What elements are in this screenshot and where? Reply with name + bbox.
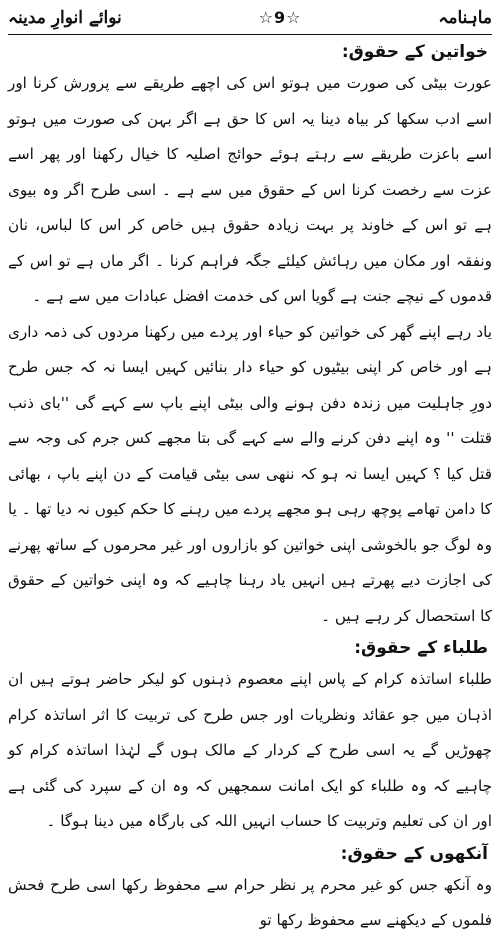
paragraph: عورت بیٹی کی صورت میں ہوتو اس کی اچھے طریقے سے پرورش کرنا اور اسے ادب سکھا کر بیاہ دینا یہ اس کا حق ہے اگر بہن کی صورت میں ہوتو اسے باعزت طریقے سے رہتے ہوئے حوائج اصلیہ کا خیال رکھنا اور پھر اسے عزت سے رخصت کرنا اس کے حقوق میں سے ہے ۔ اسی طرح اگر وہ بیوی ہے تو اس کے خاوند پر بہت زیادہ حقوق ہیں خاص کر اس کا لباس، نان ونفقہ اور مکان میں رہائش کیلئے جگہ فراہم کرنا ۔ اگر ماں ہے تو اس کے قدموں کے نیچے جنت ہے گویا اس کی خدمت افضل عبادات میں سے ہے ۔ xyxy=(8,74,492,305)
section-heading: طلباء کے حقوق: xyxy=(354,638,488,658)
section-students-rights xyxy=(8,634,492,840)
section-heading: خواتین کے حقوق: xyxy=(341,42,488,62)
publication-title: نوائے انوارِ مدینہ xyxy=(8,7,122,28)
paragraph: طلباء اساتذہ کرام کے پاس اپنے معصوم ذہنوں کو لیکر حاضر ہوتے ہیں ان اذہان میں جو عقائد ونظریات اور جس طرح کی تربیت کا اثر اساتذہ کرام چھوڑیں گے یہ اسی طرح کے کردار کے مالک ہوں گے لہٰذا اساتذہ کرام کو چاہیے کہ وہ طلباء کو ایک امانت سمجھیں کہ وہ ان کے سپرد کی گئی ہے اور ان کی تعلیم وتربیت کا حساب انہیں اللہ کی بارگاہ میں دینا ہوگا ۔ xyxy=(8,670,492,830)
magazine-name: ماہنامہ xyxy=(438,7,492,28)
paragraph: یاد رہے اپنے گھر کی خواتین کو حیاء اور پردے میں رکھنا مردوں کی ذمہ داری ہے اور خاص کر اپنی بیٹیوں کو حیاء دار بنائیں کہیں ایسا نہ کہ جس طرح دورِ جاہلیت میں زندہ دفن ہونے والی بیٹی اپنے باپ سے کہے گی ''بای ذنب قتلت '' وہ اپنے دفن کرنے والے سے کہے گی بتا مجھے کس جرم کی وجہ سے قتل کیا ؟ کہیں ایسا نہ ہو کہ ننھی سی بیٹی قیامت کے دن اپنے باپ ، بھائی کا دامن تھامے پوچھ رہی ہو مجھے پردے میں رہنے کا حکم کیوں نہ دیا تھا ۔ یا وہ لوگ جو بالخوشی اپنی خواتین کو بازاروں اور غیر محرموں کے ساتھ پھرنے کی اجازت دیے پھرتے ہیں انہیں یاد رہنا چاہیے کہ وہ اپنی خواتین کے حقوق کا استحصال کر رہے ہیں ۔ xyxy=(8,322,492,625)
page-number: ☆9☆ xyxy=(258,7,302,27)
page-header xyxy=(8,0,492,35)
section-women-rights xyxy=(8,34,492,634)
section-heading: آنکھوں کے حقوق: xyxy=(340,843,488,864)
paragraph: وہ آنکھ جس کو غیر محرم پر نظر حرام سے محفوظ رکھا اسی طرح فحش فلموں کے دیکھنے سے محفوظ رکھا تو xyxy=(8,875,492,929)
article-body xyxy=(8,34,492,929)
section-eyes-rights xyxy=(8,840,492,939)
